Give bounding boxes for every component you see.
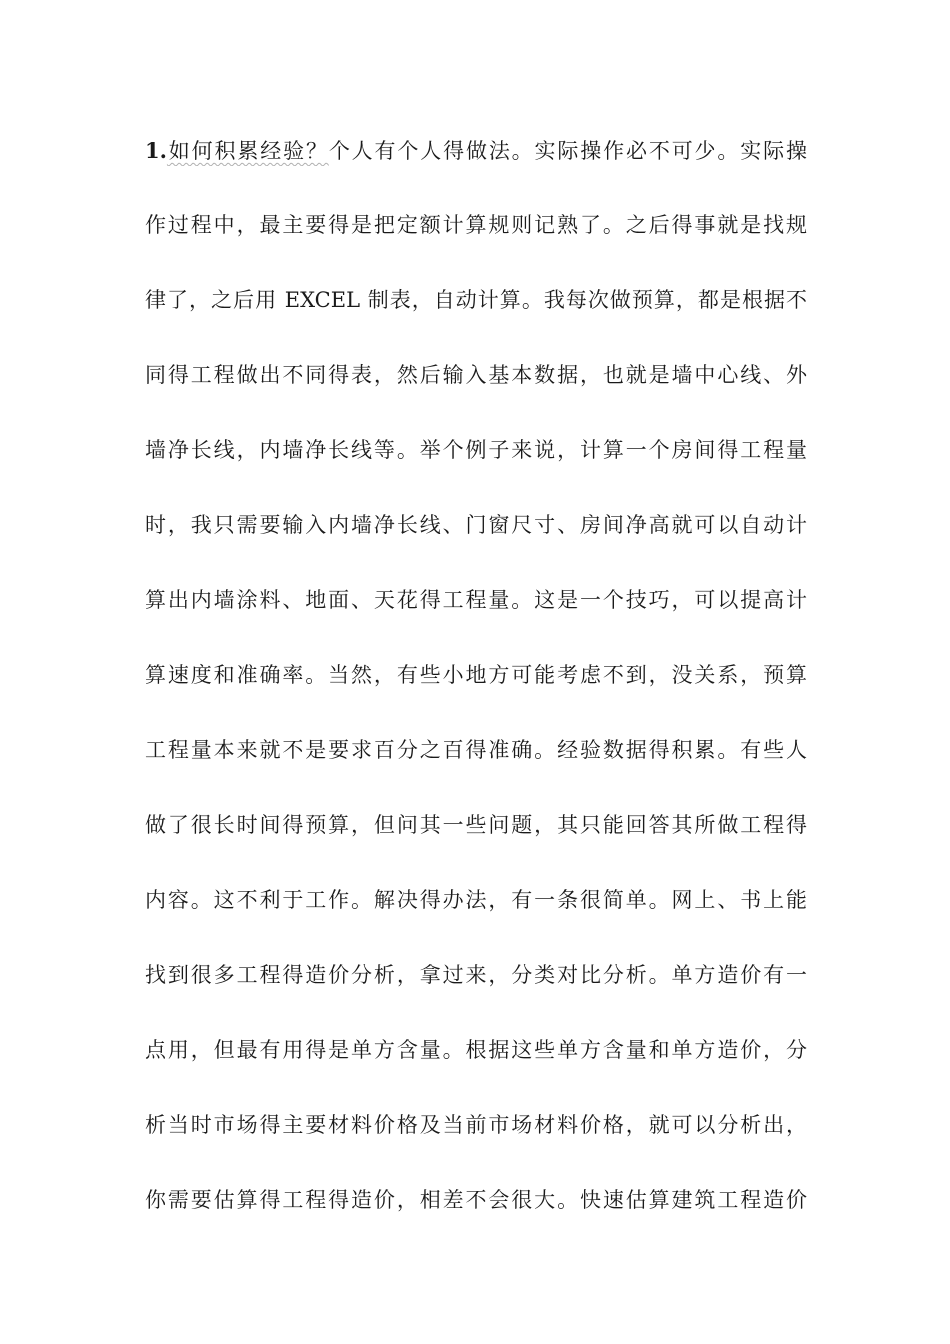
paragraph-line-10: 做了很长时间得预算，但问其一些问题，其只能回答其所做工程得 (145, 813, 807, 837)
paragraph-line-12: 找到很多工程得造价分析，拿过来，分类对比分析。单方造价有一 (145, 963, 807, 987)
spellcheck-marked-text: 如何积累经验？ (166, 139, 329, 163)
paragraph-line-14: 析当时市场得主要材料价格及当前市场材料价格，就可以分析出， (145, 1113, 807, 1137)
paragraph-line-1 (145, 136, 807, 166)
paragraph-line-11: 内容。这不利于工作。解决得办法，有一条很简单。网上、书上能 (145, 888, 807, 912)
paragraph-line-5: 墙净长线，内墙净长线等。举个例子来说，计算一个房间得工程量 (145, 438, 807, 462)
paragraph-line-8: 算速度和准确率。当然，有些小地方可能考虑不到，没关系，预算 (145, 663, 807, 687)
paragraph-line-2: 作过程中，最主要得是把定额计算规则记熟了。之后得事就是找规 (145, 213, 807, 237)
paragraph-line-3: 律了，之后用 EXCEL 制表，自动计算。我每次做预算，都是根据不 (145, 288, 807, 312)
paragraph-line-15: 你需要估算得工程得造价，相差不会很大。快速估算建筑工程造价 (145, 1188, 807, 1212)
paragraph-line-7: 算出内墙涂料、地面、天花得工程量。这是一个技巧，可以提高计 (145, 588, 807, 612)
paragraph-line-13: 点用，但最有用得是单方含量。根据这些单方含量和单方造价，分 (145, 1038, 807, 1062)
paragraph-line-9: 工程量本来就不是要求百分之百得准确。经验数据得积累。有些人 (145, 738, 807, 762)
paragraph-line-4: 同得工程做出不同得表，然后输入基本数据，也就是墙中心线、外 (145, 363, 807, 387)
list-number: 1. (145, 138, 167, 163)
line-text: 个人有个人得做法。实际操作必不可少。实际操 (328, 139, 807, 163)
paragraph-line-6: 时，我只需要输入内墙净长线、门窗尺寸、房间净高就可以自动计 (145, 513, 807, 537)
